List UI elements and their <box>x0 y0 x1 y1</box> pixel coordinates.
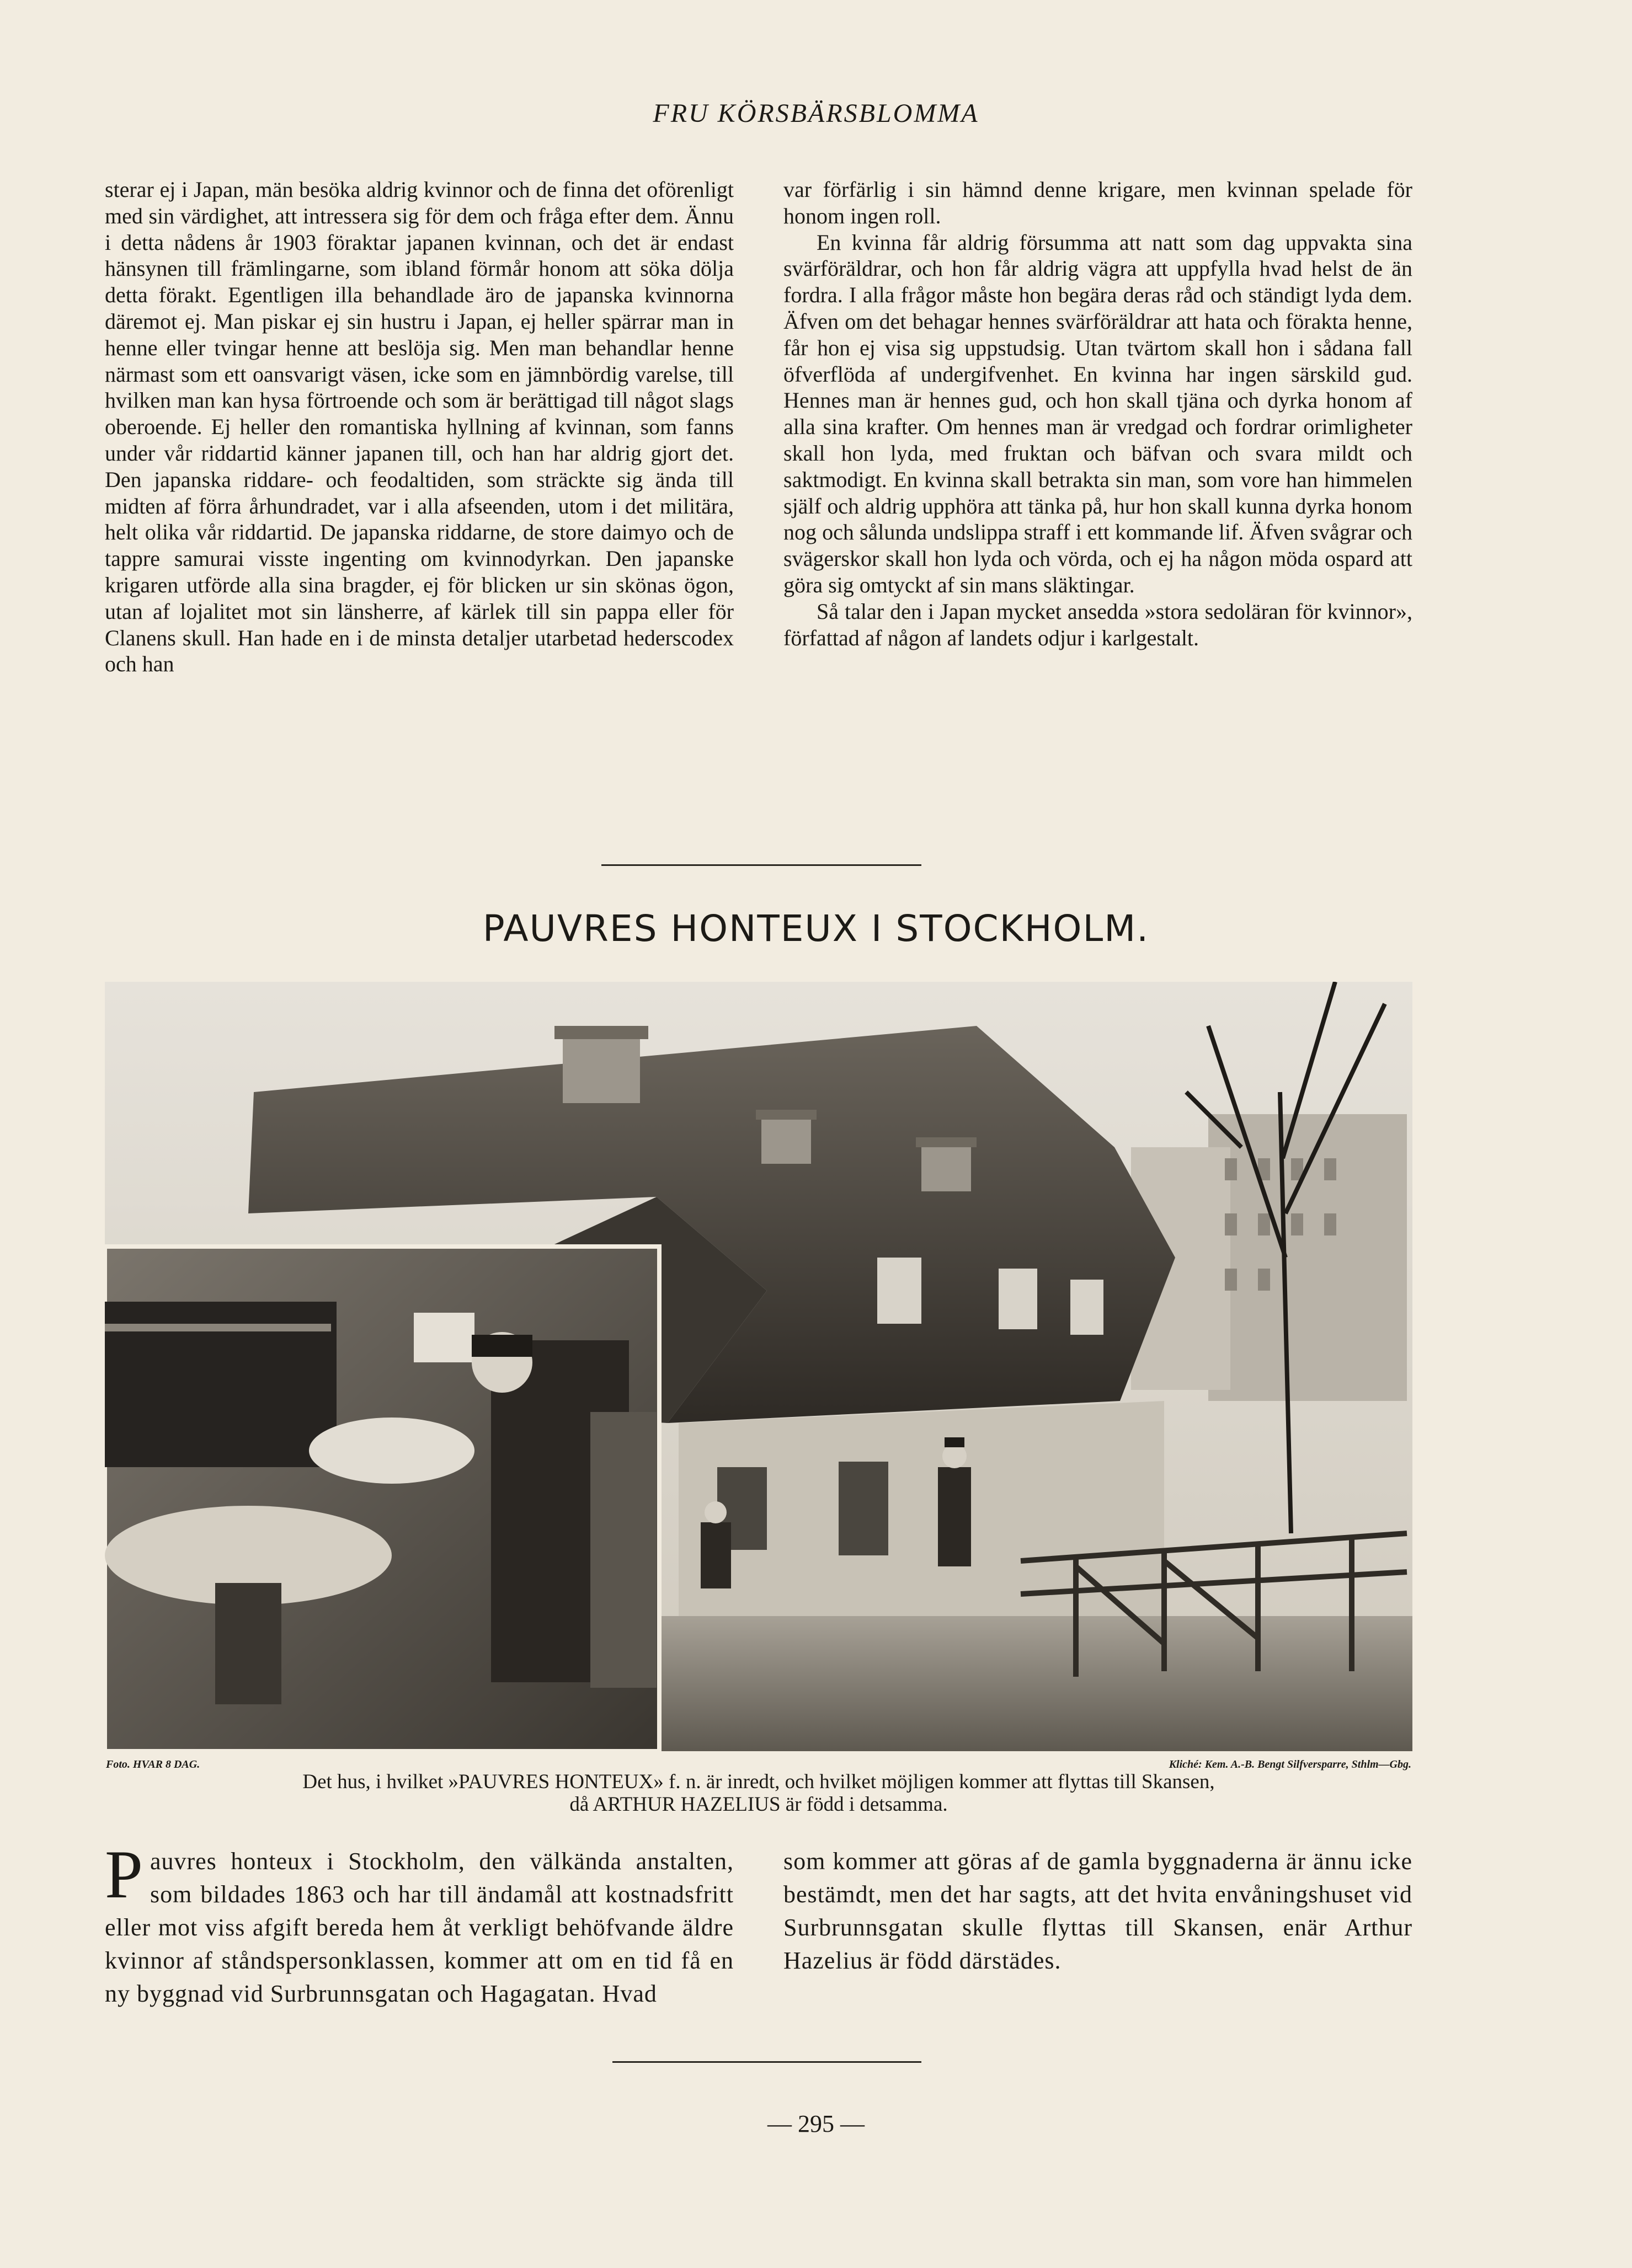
caption-line-1: Det hus, i hvilket »PAUVRES HONTEUX» f. n. är inredt, och hvilket möjligen kommer att flyttas till Skansen, <box>302 1770 1215 1793</box>
photo-composite <box>105 982 1412 1751</box>
article-body-right-text: som kommer att göras af de gamla byggnaderna är ännu icke bestämdt, men det har sagts, att det hvita envåningshuset vid Surbrunnsgatan skulle flyttas till Skansen, enär Arthur Hazelius är född därstädes. <box>783 1848 1412 1974</box>
section-divider <box>601 864 921 866</box>
running-head: FRU KÖRSBÄRSBLOMMA <box>653 99 979 128</box>
upper-right-paragraph-1: var förfärlig i sin hämnd denne krigare, men kvinnan spelade för honom ingen roll. <box>783 177 1412 228</box>
article-title: PAUVRES HONTEUX I STOCKHOLM. <box>482 907 1150 950</box>
upper-left-paragraph: sterar ej i Japan, män besöka aldrig kvinnor och de finna det oförenligt med sin värdighet, att intressera sig för dem och fråga efter dem. Ännu i detta nådens år 1903 föraktar japanen kvinnan, och det är endast hänsynen till främlingarne, som ibland förmår honom att söka dölja detta förakt. Egentligen illa behandlade äro de japanska kvinnorna däremot ej. Man piskar ej sin hustru i Japan, ej heller spärrar man in henne eller tvingar henne att beslöja sig. Men man behandlar henne närmast som ett oansvarigt väsen, icke som en jämnbördig varelse, till hvilken man kan hysa förtroende och som är berättigad till något slags oberoende. Ej heller den romantiska hyllning af kvinnan, som fanns under vår riddartid känner japanen till, och han har aldrig gjort det. Den japanska riddare- och feodaltiden, som sträckte sig ända till midten af förra århundradet, var i alla afseenden, utom i det militära, helt olika vår riddartid. De japanska riddarne, de store daimyo och de tappre samurai visste ingenting om kvinnodyrkan. Den japanske krigaren utförde alla sina bragder, ej för blicken ur sin skönas ögon, utan af lojalitet mot sin länsherre, af kärlek till sin pappa eller för Clanens skull. Han hade en i de minsta detaljer utarbetad hederscodex och han <box>105 177 734 677</box>
drop-cap: P <box>105 1837 143 1912</box>
photo-credit: Foto. HVAR 8 DAG. <box>106 1758 200 1770</box>
article-body-left-text: auvres honteux i Stockholm, den välkända anstalten, som bildades 1863 och har till ändamål att kostnadsfritt eller mot viss afgift bereda hem åt verkligt behöfvande äldre kvinnor af ståndspersonklassen, kommer att om en tid få en ny byggnad vid Surbrunnsgatan och Hagagatan. Hvad <box>105 1848 734 2007</box>
upper-left-column <box>105 176 734 677</box>
upper-right-column <box>783 176 1412 651</box>
upper-right-paragraph-2: En kvinna får aldrig försumma att natt som dag uppvakta sina svärföräldrar, och hon får aldrig vägra att uppfylla hvad helst de än fordra. I alla frågor måste hon begära deras råd och ständigt lyda dem. Äfven om det behagar hennes svärföräldrar att hata och förakta henne, får hon ej visa sig uppstudsig. Utan tvärtom skall hon i sådana fall öfverflöda af undergifvenhet. En kvinna har ingen särskild gud. Hennes man är hennes gud, och hon skall tjäna och dyrka honom af alla sina krafter. Om hennes man är vredgad och fordrar orimligheter skall hon lyda, med fruktan och bäfvan och svara mildt och saktmodigt. En kvinna skall betrakta sin man, som vore han himmelen själf och aldrig upphöra att tänka på, hur hon skall kunna dyrka honom nog och sålunda undslippa straff i ett kommande lif. Äfven svågrar och svägerskor skall hon lyda och vörda, och ej ha någon möda ospard att göra sig omtyckt af sin mans släktingar. <box>783 229 1412 597</box>
article-body-right <box>783 1845 1412 1977</box>
page-number: — 295 — <box>767 2110 865 2137</box>
upper-right-paragraph-3: Så talar den i Japan mycket ansedda »stora sedoläran för kvinnor», författad af någon af landets odjur i karlgestalt. <box>783 598 1412 650</box>
article-body-left <box>105 1837 734 2010</box>
end-divider <box>612 2061 921 2063</box>
photo-caption <box>105 1770 1412 1816</box>
caption-line-2: då ARTHUR HAZELIUS är född i detsamma. <box>569 1793 948 1816</box>
interior-photo <box>105 1247 659 1751</box>
engraving-credit: Kliché: Kem. A.-B. Bengt Silfversparre, Sthlm—Gbg. <box>1169 1758 1411 1770</box>
